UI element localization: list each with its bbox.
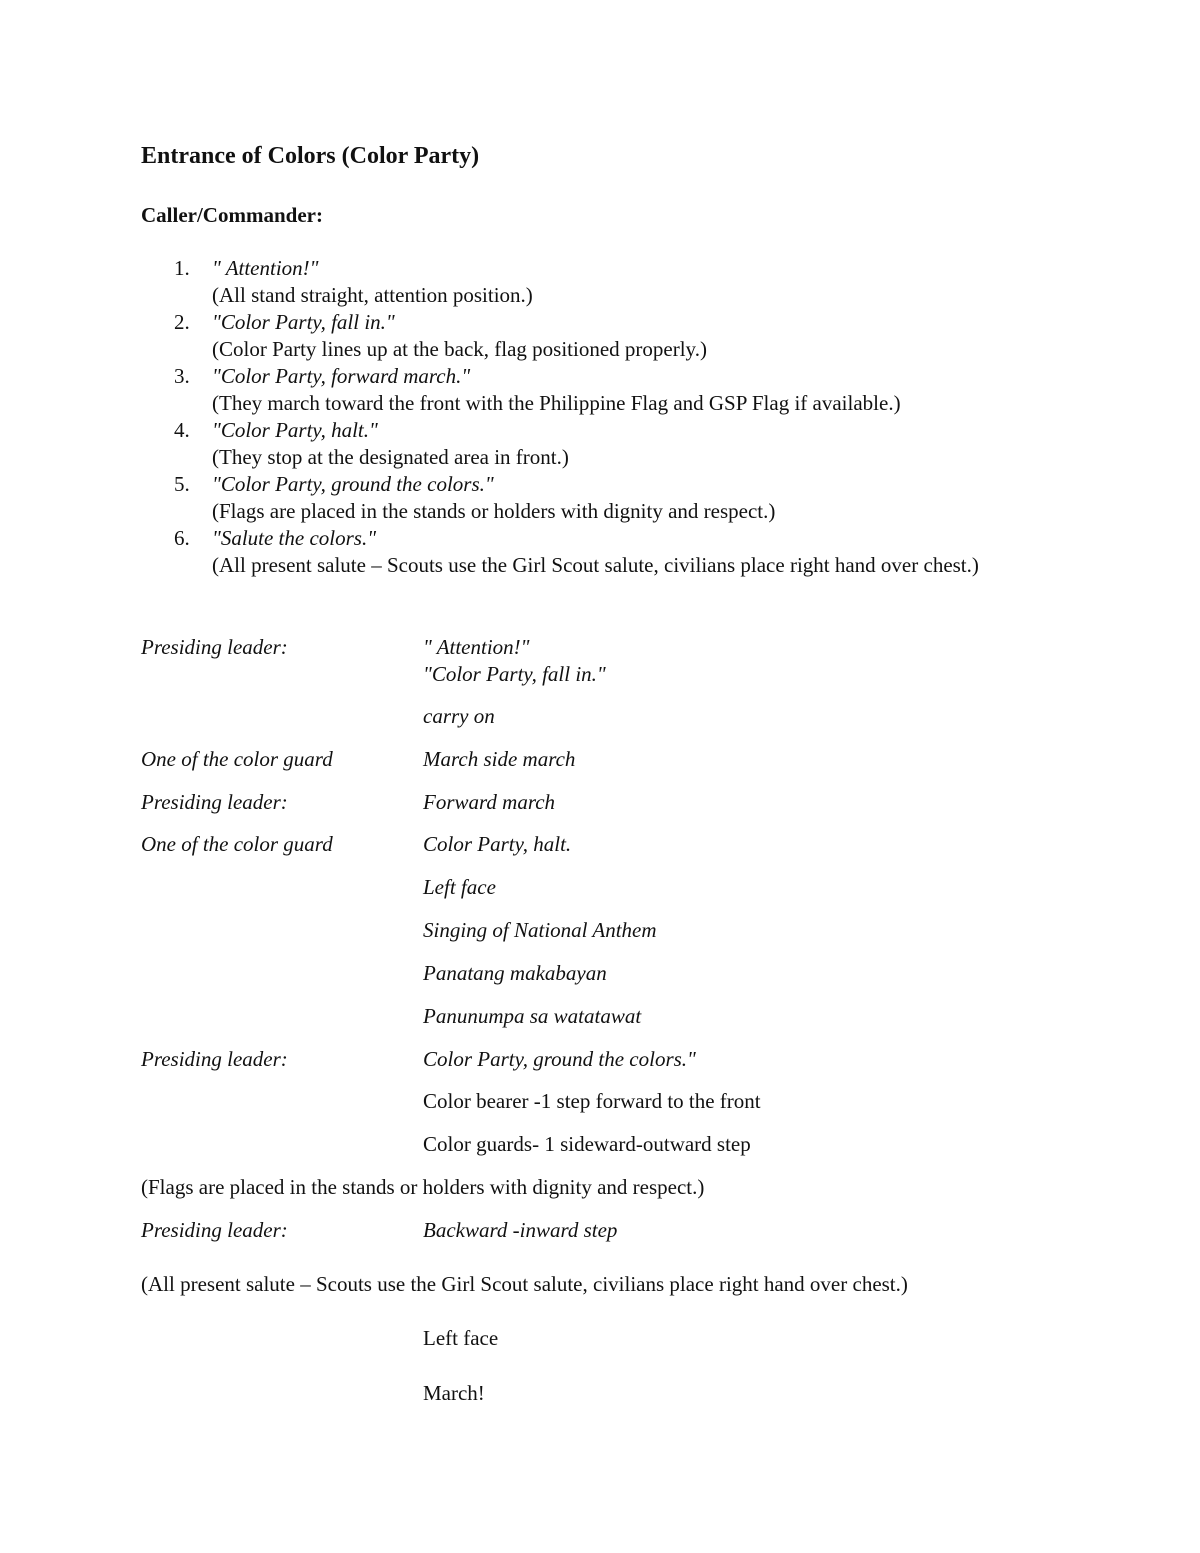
sequence-command: " Attention!" <box>423 635 530 659</box>
list-number: 3. <box>174 364 190 388</box>
caller-heading: Caller/Commander: <box>141 203 323 227</box>
sequence-command: Left face <box>423 875 496 899</box>
role-label: Presiding leader: <box>141 790 288 814</box>
sequence-command: Color Party, ground the colors." <box>423 1047 696 1071</box>
sequence-command: Panunumpa sa watatawat <box>423 1004 642 1028</box>
role-label: One of the color guard <box>141 832 333 856</box>
command-note: (All stand straight, attention position.) <box>212 283 533 307</box>
command-text: "Color Party, fall in." <box>212 310 395 334</box>
list-number: 4. <box>174 418 190 442</box>
command-text: "Color Party, halt." <box>212 418 378 442</box>
list-number: 5. <box>174 472 190 496</box>
command-text: "Salute the colors." <box>212 526 377 550</box>
command-note: (They march toward the front with the Philippine Flag and GSP Flag if available.) <box>212 391 901 415</box>
salute-note: (All present salute – Scouts use the Girl Scout salute, civilians place right hand over chest.) <box>141 1272 908 1296</box>
role-label: Presiding leader: <box>141 1047 288 1071</box>
final-command: Left face <box>423 1326 499 1350</box>
list-item <box>0 417 1200 471</box>
sequence-command: carry on <box>423 704 495 728</box>
flags-note: (Flags are placed in the stands or holders with dignity and respect.) <box>141 1175 705 1199</box>
command-text: " Attention!" <box>212 256 319 280</box>
sequence-command: Singing of National Anthem <box>423 918 657 942</box>
commands-list <box>0 255 1200 579</box>
role-label: One of the color guard <box>141 747 333 771</box>
list-item <box>0 309 1200 363</box>
list-number: 1. <box>174 256 190 280</box>
role-label: Presiding leader: <box>141 635 288 659</box>
sequence-command: Backward -inward step <box>423 1218 618 1242</box>
command-text: "Color Party, forward march." <box>212 364 471 388</box>
list-item <box>0 363 1200 417</box>
sequence-command: Color guards- 1 sideward-outward step <box>423 1132 751 1156</box>
command-note: (Flags are placed in the stands or holders with dignity and respect.) <box>212 499 776 523</box>
command-note: (Color Party lines up at the back, flag positioned properly.) <box>212 337 707 361</box>
list-item <box>0 525 1200 579</box>
list-item <box>0 471 1200 525</box>
role-label: Presiding leader: <box>141 1218 288 1242</box>
sequence-command: March side march <box>423 747 576 771</box>
sequence-command: Forward march <box>423 790 556 814</box>
sequence-command: Panatang makabayan <box>423 961 607 985</box>
list-item <box>0 255 1200 309</box>
command-note: (All present salute – Scouts use the Girl Scout salute, civilians place right hand over chest.) <box>212 553 979 577</box>
document-title: Entrance of Colors (Color Party) <box>141 143 480 169</box>
command-note: (They stop at the designated area in front.) <box>212 445 569 469</box>
sequence-command: "Color Party, fall in." <box>423 662 606 686</box>
final-command: March! <box>423 1381 485 1405</box>
command-text: "Color Party, ground the colors." <box>212 472 494 496</box>
list-number: 2. <box>174 310 190 334</box>
sequence-command: Color bearer -1 step forward to the front <box>423 1089 761 1113</box>
sequence-command: Color Party, halt. <box>423 832 572 856</box>
list-number: 6. <box>174 526 190 550</box>
